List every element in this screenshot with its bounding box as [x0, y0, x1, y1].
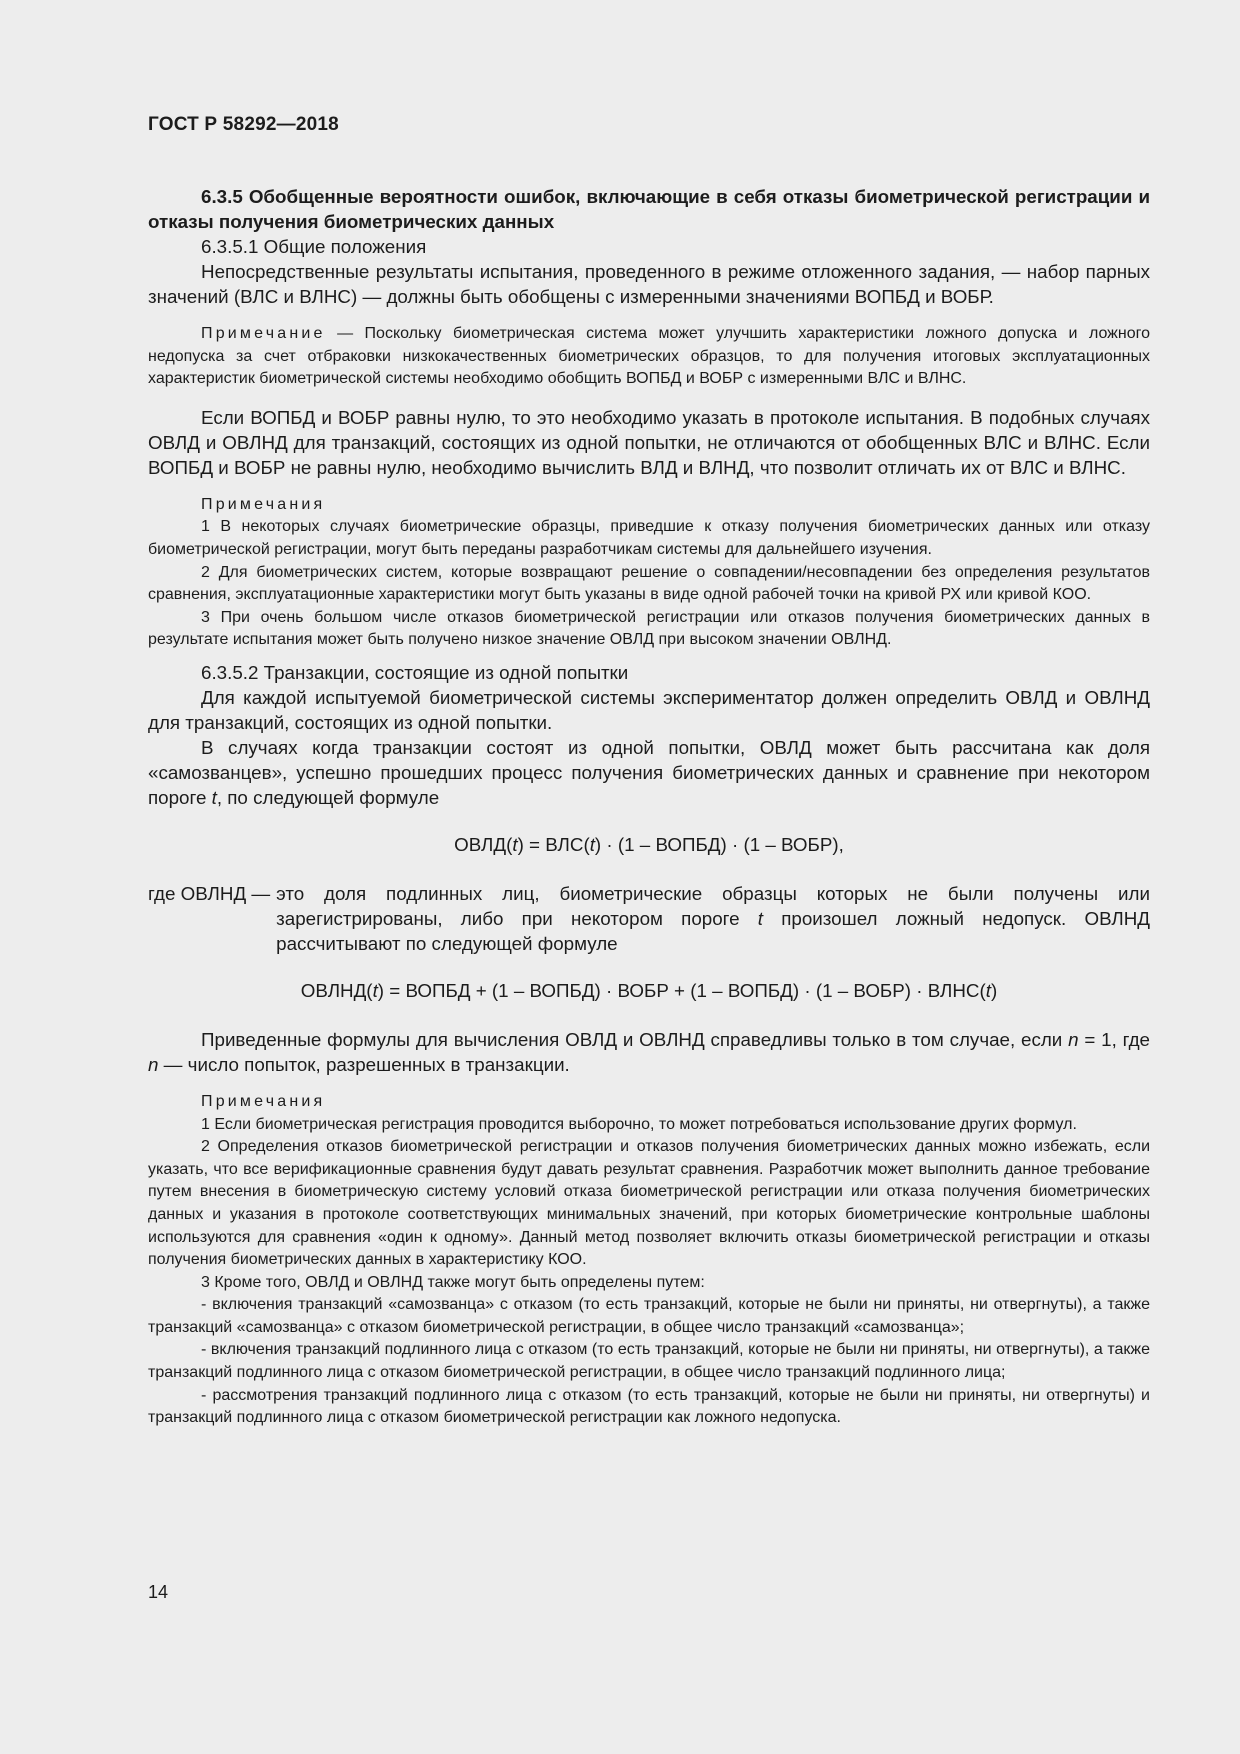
subsection-title-1: 6.3.5.1 Общие положения: [201, 236, 427, 257]
note-item: 1 В некоторых случаях биометрические образцы, приведшие к отказу получения биометрических данных или отказу биометрической регистрации, могут быть переданы разработчикам системы для дальнейшего изучения.: [148, 518, 1150, 558]
note-1: [148, 323, 1150, 391]
note-item: 1 Если биометрическая регистрация проводится выборочно, то может потребоваться использование других формул.: [201, 1115, 1077, 1133]
paragraph-5: Приведенные формулы для вычисления ОВЛД и ОВЛНД справедливы только в том случае, если n = 1, где n — число попыток, разрешенных в транзакции.: [148, 1028, 1151, 1075]
note-text: — Поскольку биометрическая система может улучшить характеристики ложного допуска и ложного недопуска за счет отбраковки низкокачественных биометрических образцов, то для получения итоговых эксплуатационных характеристик биометрической системы необходимо обобщить ВОПБД и ВОБР с измеренными ВЛС и ВЛНС.: [148, 325, 1150, 388]
note-list-item: - рассмотрения транзакций подлинного лица с отказом (то есть транзакций, которые не были ни приняты, ни отвергнуты) и транзакций подлинного лица с отказом биометрической регистрации как ложного недопуска.: [148, 1386, 1150, 1427]
subsection-title-2: 6.3.5.2 Транзакции, состоящие из одной попытки: [201, 661, 629, 683]
note-list-item: - включения транзакций «самозванца» с отказом (то есть транзакций, которые не были ни приняты, ни отвергнуты), а также транзакций «самозванца» с отказом биометрической регистрации, в общее число транзакций «самозванца»;: [148, 1296, 1150, 1336]
note-item: 3 Кроме того, ОВЛД и ОВЛНД также могут быть определены путем:: [201, 1273, 705, 1291]
notes-title-1: Примечания: [201, 495, 326, 513]
note-item: 3 При очень большом числе отказов биометрической регистрации или отказов получения биометрических данных в результате испытания может быть получено низкое значение ОВЛД при высоком значении ОВЛНД.: [148, 608, 1150, 649]
note-label: Примечание: [201, 325, 326, 342]
note-item: 2 Для биометрических систем, которые возвращают решение о совпадении/несовпадении без определения результатов сравнения, эксплуатационные характеристики могут быть указаны в виде одной рабочей точки на кривой РХ или кривой КОО.: [148, 563, 1150, 604]
where-body: это доля подлинных лиц, биометрические образцы которых не были получены или зарегистрированы, либо при некотором пороге t произошел ложный недопуск. ОВЛНД рассчитывают по следующей формуле: [276, 882, 1150, 954]
section-heading: 6.3.5 Обобщенные вероятности ошибок, включающие в себя отказы биометрической регистрации и отказы получения биометрических данных: [148, 186, 1150, 232]
page-number: 14: [148, 1582, 169, 1602]
where-definition: [148, 881, 1150, 956]
where-lead: где ОВЛНД —: [148, 882, 271, 904]
document-header: ГОСТ Р 58292—2018: [148, 114, 339, 135]
paragraph-1: Непосредственные результаты испытания, проведенного в режиме отложенного задания, — набор парных значений (ВЛС и ВЛНС) — должны быть обобщены с измеренными значениями ВОПБД и ВОБР.: [148, 261, 1150, 307]
paragraph-3: Для каждой испытуемой биометрической системы экспериментатор должен определить ОВЛД и ОВЛНД для транзакций, состоящих из одной попытки.: [148, 686, 1150, 733]
paragraph-2: Если ВОПБД и ВОБР равны нулю, то это необходимо указать в протоколе испытания. В подобных случаях ОВЛД и ОВЛНД для транзакций, состоящих из одной попытки, не отличаются от обобщенных ВЛС и ВЛНС. Если ВОПБД и ВОБР не равны нулю, необходимо вычислить ВЛД и ВЛНД, что позволит отличать их от ВЛС и ВЛНС.: [148, 406, 1150, 478]
note-list-item: - включения транзакций подлинного лица с отказом (то есть транзакций, которые не были ни приняты, ни отвергнуты), а также транзакций подлинного лица с отказом биометрической регистрации, в общее число транзакций подлинного лица;: [148, 1341, 1150, 1382]
notes-title-2: Примечания: [201, 1092, 326, 1110]
formula-ovld: ОВЛД(t) = ВЛС(t) · (1 – ВОПБД) · (1 – ВОБР),: [454, 833, 844, 855]
paragraph-4: В случаях когда транзакции состоят из одной попытки, ОВЛД может быть рассчитана как доля «самозванцев», успешно прошедших процесс получения биометрических данных и сравнение при некотором пороге t, по следующей формуле: [148, 736, 1150, 808]
note-item: 2 Определения отказов биометрической регистрации и отказов получения биометрических данных можно избежать, если указать, что все верификационные сравнения будут давать результат сравнения. Разработчик может выполнить данное требование путем внесения в биометрическую систему условий отказа биометрической регистрации или отказа получения биометрических данных и указания в протоколе соответствующих минимальных значений, при которых биометрические контрольные шаблоны используются для сравнения «один к одному». Данный метод позволяет включить отказы биометрической регистрации и отказы получения биометрических данных в характеристику КОО.: [148, 1138, 1150, 1269]
formula-ovlnd: ОВЛНД(t) = ВОПБД + (1 – ВОПБД) · ВОБР + (1 – ВОПБД) · (1 – ВОБР) · ВЛНС(t): [300, 979, 998, 1001]
